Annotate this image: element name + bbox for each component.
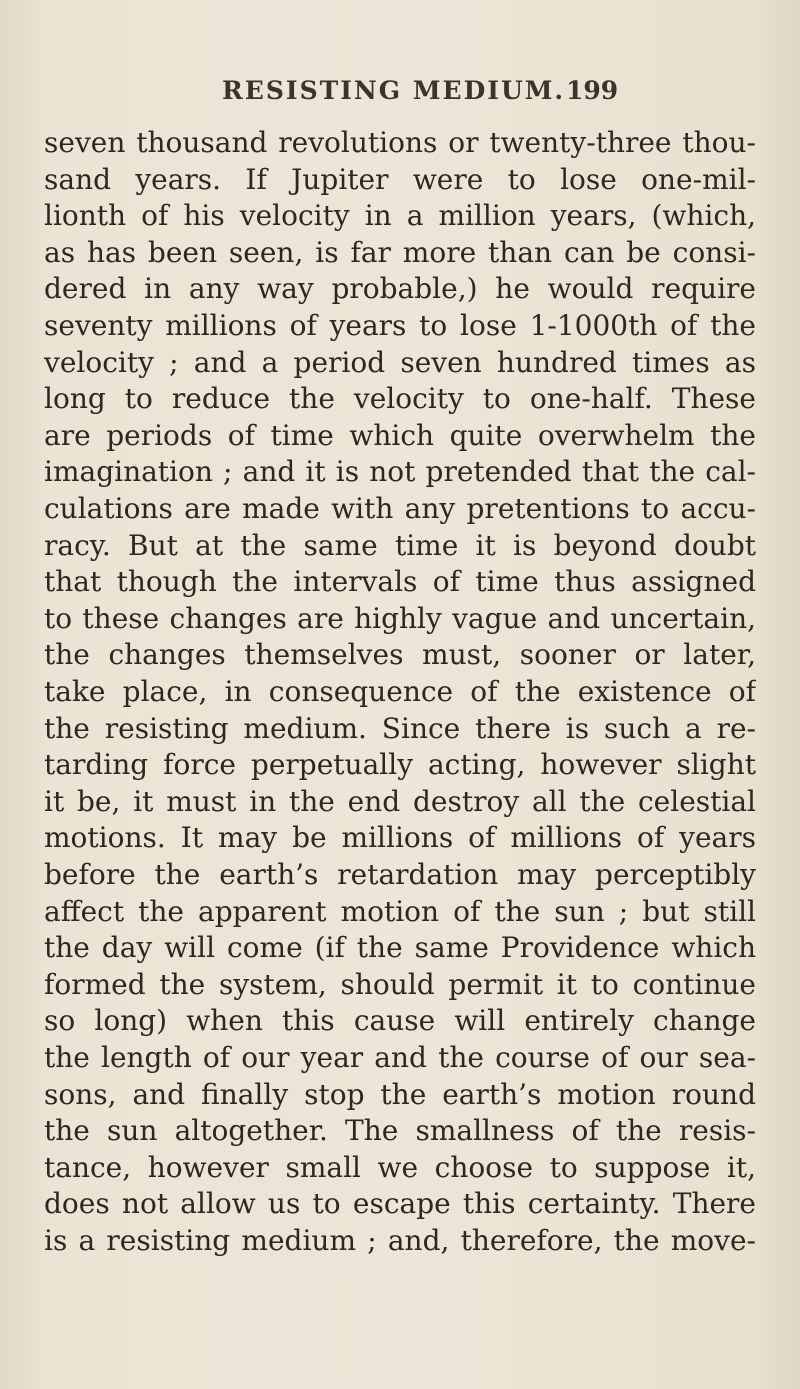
text-line: velocity ; and a period seven hundred times as bbox=[44, 345, 756, 379]
text-line: the resisting medium. Since there is such a re- bbox=[44, 711, 756, 745]
text-line: affect the apparent motion of the sun ; but still bbox=[44, 894, 756, 928]
text-line: racy. But at the same time it is beyond doubt bbox=[44, 528, 756, 562]
text-line: the sun altogether. The smallness of the resis- bbox=[44, 1114, 756, 1148]
text-line: tance, however small we choose to suppose it, bbox=[44, 1150, 756, 1184]
text-line: sand years. If Jupiter were to lose one-mil- bbox=[44, 162, 756, 196]
text-line: imagination ; and it is not pretended that the cal- bbox=[44, 455, 756, 489]
text-line: formed the system, should permit it to continue bbox=[44, 967, 756, 1001]
text-line: motions. It may be millions of millions of years bbox=[44, 821, 756, 855]
text-line: before the earth’s retardation may perceptibly bbox=[44, 858, 756, 891]
text-line: seven thousand revolutions or twenty-three thou- bbox=[44, 126, 756, 159]
text-line: tarding force perpetually acting, however slight bbox=[44, 748, 756, 782]
text-line: the day will come (if the same Providence which bbox=[44, 931, 756, 965]
running-head bbox=[0, 76, 800, 108]
text-line: dered in any way probable,) he would require bbox=[44, 272, 756, 306]
text-line: that though the intervals of time thus assigned bbox=[44, 565, 756, 599]
text-line: the changes themselves must, sooner or later, bbox=[44, 638, 756, 672]
text-line: sons, and finally stop the earth’s motion round bbox=[44, 1077, 756, 1111]
page-number: 199 bbox=[566, 76, 619, 105]
text-line: does not allow us to escape this certainty. There bbox=[44, 1187, 756, 1221]
text-line: are periods of time which quite overwhelm the bbox=[44, 418, 756, 452]
text-line: culations are made with any pretentions to accu- bbox=[44, 492, 756, 525]
running-title: RESISTING MEDIUM. bbox=[222, 76, 566, 105]
text-line: to these changes are highly vague and uncertain, bbox=[44, 601, 756, 635]
text-line: take place, in consequence of the existence of bbox=[44, 675, 756, 708]
text-line: lionth of his velocity in a million years, (which, bbox=[44, 199, 756, 233]
text-line: so long) when this cause will entirely change bbox=[44, 1004, 756, 1038]
text-line: is a resisting medium ; and, therefore, the move- bbox=[44, 1224, 756, 1257]
text-line: long to reduce the velocity to one-half. These bbox=[44, 382, 756, 416]
text-line: it be, it must in the end destroy all the celestial bbox=[44, 784, 756, 818]
text-line: as has been seen, is far more than can be consi- bbox=[44, 235, 756, 269]
text-line: seventy millions of years to lose 1-1000th of the bbox=[44, 309, 756, 342]
text-line: the length of our year and the course of our sea- bbox=[44, 1041, 756, 1074]
